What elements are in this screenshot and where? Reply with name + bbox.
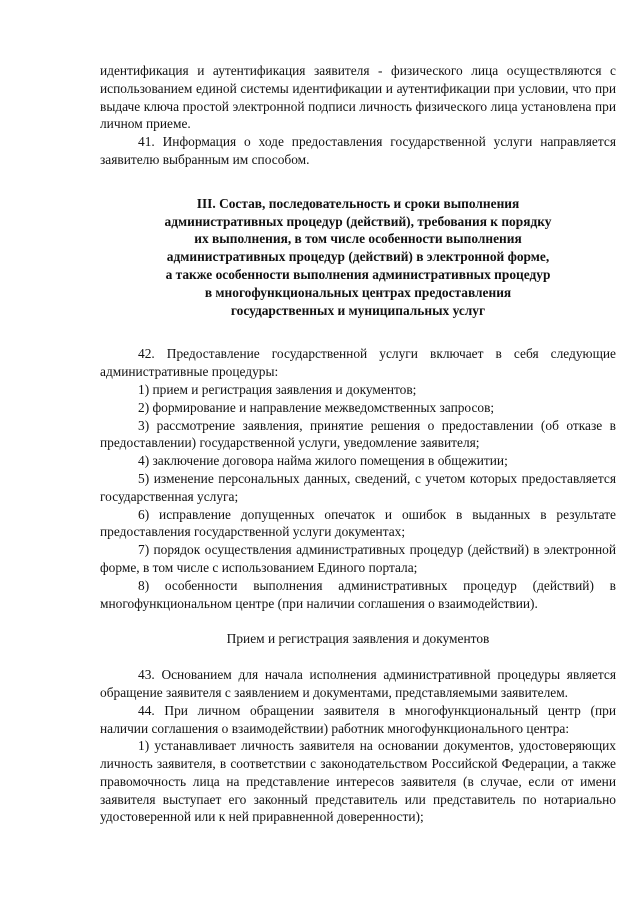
paragraph-42: 42. Предоставление государственной услуги включает в себя следующие административные процедуры: xyxy=(100,346,616,380)
list-item: 5) изменение персональных данных, сведений, с учетом которых предоставляется государственная услуга; xyxy=(100,470,616,504)
section-heading-line: административных процедур (действий) в электронной форме, xyxy=(166,249,550,265)
list-item: 4) заключение договора найма жилого помещения в общежитии; xyxy=(138,453,508,469)
section-heading xyxy=(100,195,616,320)
section-heading-line: административных процедур (действий), требования к порядку xyxy=(164,213,552,229)
section-heading-line: III. Состав, последовательность и сроки выполнения xyxy=(196,195,520,211)
section-heading-line: а также особенности выполнения административных процедур xyxy=(165,266,551,282)
section-heading-line: в многофункциональных центрах предоставления xyxy=(204,284,512,300)
paragraph-43: 43. Основанием для начала исполнения административной процедуры является обращение заявителя с заявлением и документами, представляемыми заявителем. xyxy=(100,667,616,700)
list-item: 8) особенности выполнения административных процедур (действий) в многофункциональном центре (при наличии соглашения о взаимодействии). xyxy=(100,577,616,611)
list-item: 1) прием и регистрация заявления и документов; xyxy=(138,381,417,397)
section-heading-line: государственных и муниципальных услуг xyxy=(230,302,486,318)
list-item: 1) устанавливает личность заявителя на основании документов, удостоверяющих личность заявителя, в соответствии с законодательством Российской Федерации, а также правомочность лица на представление интересов заявителя (в случае, если от имени заявителя выступает его законный представитель или представитель по нотариально удостоверенной или к ней приравненной доверенности); xyxy=(100,738,616,825)
list-item: 7) порядок осуществления административных процедур (действий) в электронной форме, в том числе с использованием Единого портала; xyxy=(100,542,616,575)
section-heading-line: их выполнения, в том числе особенности выполнения xyxy=(194,231,522,247)
paragraph-continuation: идентификация и аутентификация заявителя - физического лица осуществляются с использованием единой системы идентификации и аутентификации при условии, что при выдаче ключа простой электронной подписи личность физического лица установлена при личном приеме. xyxy=(100,63,616,132)
list-item: 2) формирование и направление межведомственных запросов; xyxy=(138,399,495,415)
paragraph-44: 44. При личном обращении заявителя в многофункциональный центр (при наличии соглашения о взаимодействии) работник многофункционального центра: xyxy=(100,702,616,736)
subsection-heading: Прием и регистрация заявления и документов xyxy=(226,631,490,647)
paragraph-41: 41. Информация о ходе предоставления государственной услуги направляется заявителю выбранным им способом. xyxy=(100,134,616,167)
list-item: 3) рассмотрение заявления, принятие решения о предоставлении (об отказе в предоставлении) государственной услуги, уведомление заявителя; xyxy=(100,417,616,451)
list-item: 6) исправление допущенных опечаток и ошибок в выданных в результате предоставления государственной услуги документах; xyxy=(100,506,616,540)
